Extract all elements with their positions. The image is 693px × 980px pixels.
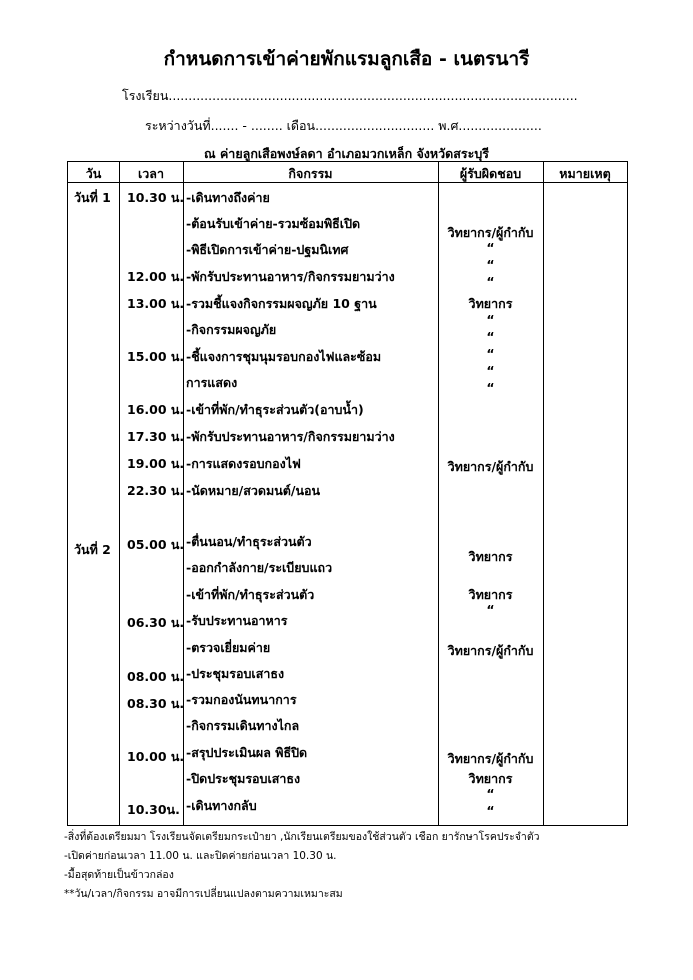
responsible-cell: “ bbox=[486, 240, 495, 255]
activity-cell: -การแสดงรอบกองไฟ bbox=[186, 456, 301, 471]
column-divider bbox=[119, 162, 120, 825]
activity-cell: -พิธีเปิดการเข้าค่าย-ปฐมนิเทศ bbox=[186, 242, 349, 257]
header-note: หมายเหตุ bbox=[559, 166, 611, 181]
header-activity: กิจกรรม bbox=[288, 166, 333, 181]
notes bbox=[64, 828, 540, 904]
activity-cell: -กิจกรรมเดินทางไกล bbox=[186, 718, 300, 733]
activity-cell: -เข้าที่พัก/ทำธุระส่วนตัว bbox=[186, 587, 315, 602]
responsible-cell: “ bbox=[486, 346, 495, 361]
responsible-cell: วิทยากร bbox=[468, 296, 513, 311]
activity-cell: -รับประทานอาหาร bbox=[186, 613, 288, 628]
time-cell: 08.30 น. bbox=[127, 696, 185, 711]
responsible-cell: “ bbox=[486, 312, 495, 327]
day-label: วันที่ 1 bbox=[74, 190, 111, 205]
activity-cell: -เดินทางถึงค่าย bbox=[186, 190, 270, 205]
date-line: ระหว่างวันที่....... - ........ เดือน.............................. พ.ศ..................... bbox=[145, 118, 542, 133]
responsible-cell: “ bbox=[486, 329, 495, 344]
time-cell: 16.00 น. bbox=[127, 402, 185, 417]
time-cell: 10.30 น. bbox=[127, 190, 185, 205]
note-item: -มื้อสุดท้ายเป็นข้าวกล่อง bbox=[64, 869, 174, 881]
activity-cell: -ตื่นนอน/ทำธุระส่วนตัว bbox=[186, 534, 312, 549]
column-divider bbox=[543, 162, 544, 825]
activity-cell: การแสดง bbox=[186, 375, 238, 390]
time-cell: 19.00 น. bbox=[127, 456, 185, 471]
header-day: วัน bbox=[85, 166, 102, 181]
activity-cell: -เข้าที่พัก/ทำธุระส่วนตัว(อาบน้ำ) bbox=[186, 402, 364, 417]
time-cell: 17.30 น. bbox=[127, 429, 185, 444]
activity-cell: -รวมชี้แจงกิจกรรมผจญภัย 10 ฐาน bbox=[186, 296, 377, 311]
activity-cell: -พักรับประทานอาหาร/กิจกรรมยามว่าง bbox=[186, 429, 395, 444]
responsible-cell: “ bbox=[486, 380, 495, 395]
responsible-cell: วิทยากร/ผู้กำกับ bbox=[447, 459, 534, 474]
schedule-table bbox=[67, 161, 628, 826]
school-line: โรงเรียน....................................................................................................... bbox=[122, 88, 578, 103]
time-cell: 22.30 น. bbox=[127, 483, 185, 498]
place-line: ณ ค่ายลูกเสือพงษ์ลดา อำเภอมวกเหล็ก จังหวัดสระบุรี bbox=[204, 146, 489, 161]
responsible-cell: “ bbox=[486, 803, 495, 818]
note-item: **วัน/เวลา/กิจกรรม อาจมีการเปลี่ยนแปลงตามความเหมาะสม bbox=[64, 888, 343, 900]
responsible-cell: วิทยากร/ผู้กำกับ bbox=[447, 225, 534, 240]
responsible-cell: “ bbox=[486, 602, 495, 617]
header-time: เวลา bbox=[138, 166, 164, 181]
page-title: กำหนดการเข้าค่ายพักแรมลูกเสือ - เนตรนารี bbox=[163, 48, 530, 70]
responsible-cell: วิทยากร/ผู้กำกับ bbox=[447, 751, 534, 766]
time-cell: 06.30 น. bbox=[127, 615, 185, 630]
time-cell: 05.00 น. bbox=[127, 537, 185, 552]
responsible-cell: วิทยากร bbox=[468, 587, 513, 602]
responsible-cell: “ bbox=[486, 257, 495, 272]
day-label: วันที่ 2 bbox=[74, 542, 111, 557]
activity-cell: -รวมกองนันทนาการ bbox=[186, 692, 297, 707]
activity-cell: -ปิดประชุมรอบเสาธง bbox=[186, 771, 301, 786]
activity-cell: -พักรับประทานอาหาร/กิจกรรมยามว่าง bbox=[186, 269, 395, 284]
header-responsible: ผู้รับผิดชอบ bbox=[459, 166, 522, 181]
responsible-cell: “ bbox=[486, 274, 495, 289]
time-cell: 08.00 น. bbox=[127, 669, 185, 684]
time-cell: 13.00 น. bbox=[127, 296, 185, 311]
time-cell: 10.00 น. bbox=[127, 749, 185, 764]
activity-cell: -ต้อนรับเข้าค่าย-รวมซ้อมพิธีเปิด bbox=[186, 216, 361, 231]
time-cell: 10.30น. bbox=[127, 802, 180, 817]
activity-cell: -ตรวจเยี่ยมค่าย bbox=[186, 640, 271, 655]
activity-cell: -ประชุมรอบเสาธง bbox=[186, 666, 285, 681]
note-item: -สิ่งที่ต้องเตรียมมา โรงเรียนจัดเตรียมกระเป๋ายา ,นักเรียนเตรียมของใช้ส่วนตัว เชือก ยารักษาโรคประจำตัว bbox=[64, 831, 540, 843]
activity-cell: -เดินทางกลับ bbox=[186, 798, 257, 813]
activity-cell: -ชี้แจงการชุมนุมรอบกองไฟและซ้อม bbox=[186, 349, 382, 364]
activity-cell: -สรุปประเมินผล พิธีปิด bbox=[186, 745, 308, 760]
activity-cell: -นัดหมาย/สวดมนต์/นอน bbox=[186, 483, 321, 498]
activity-cell: -ออกกำลังกาย/ระเบียบแถว bbox=[186, 560, 333, 575]
responsible-cell: “ bbox=[486, 786, 495, 801]
activity-cell: -กิจกรรมผจญภัย bbox=[186, 322, 277, 337]
responsible-cell: วิทยากร bbox=[468, 771, 513, 786]
responsible-cell: วิทยากร/ผู้กำกับ bbox=[447, 643, 534, 658]
time-cell: 12.00 น. bbox=[127, 269, 185, 284]
responsible-cell: วิทยากร bbox=[468, 549, 513, 564]
time-cell: 15.00 น. bbox=[127, 349, 185, 364]
note-item: -เปิดค่ายก่อนเวลา 11.00 น. และปิดค่ายก่อนเวลา 10.30 น. bbox=[64, 850, 337, 862]
responsible-cell: “ bbox=[486, 363, 495, 378]
